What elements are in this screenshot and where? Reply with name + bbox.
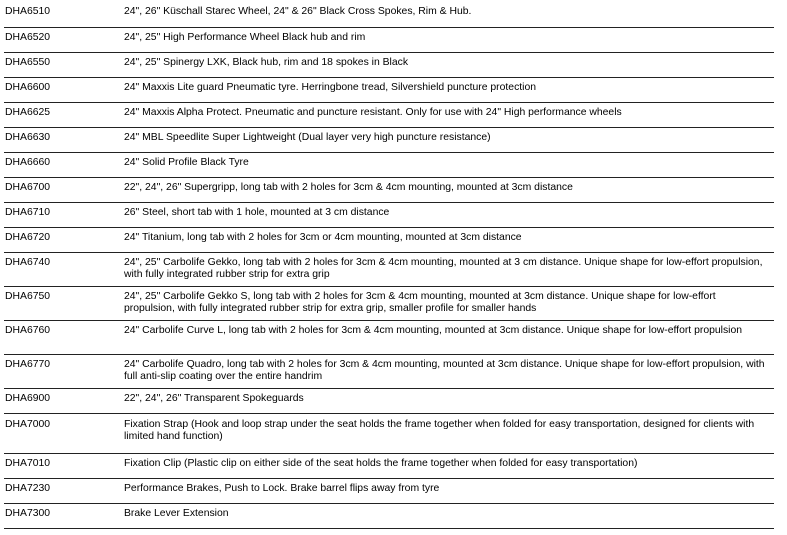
part-description: 24", 25" Carbolife Gekko S, long tab with 2 holes for 3cm & 4cm mounting, mounted at 3cm distance. Unique shape for low-effort propulsion, with fully integrated rubber strip for extra grip, smaller profile for smaller hands	[124, 286, 774, 320]
part-code: DHA6700	[4, 177, 124, 202]
part-code: DHA6710	[4, 202, 124, 227]
table-row	[4, 102, 774, 127]
part-code: DHA6760	[4, 320, 124, 354]
part-code: DHA6900	[4, 388, 124, 413]
part-code: DHA6625	[4, 102, 124, 127]
part-code: DHA6520	[4, 27, 124, 52]
table-row	[4, 77, 774, 102]
part-description: 24", 25" Spinergy LXK, Black hub, rim and 18 spokes in Black	[124, 52, 774, 77]
table-row	[4, 2, 774, 27]
table-row	[4, 177, 774, 202]
table-row	[4, 503, 774, 528]
part-description: 24" Carbolife Quadro, long tab with 2 holes for 3cm & 4cm mounting, mounted at 3cm distance. Unique shape for low-effort propulsion, with full anti-slip coating over the entire handrim	[124, 354, 774, 388]
table-row	[4, 227, 774, 252]
part-code: DHA7000	[4, 413, 124, 453]
table-row	[4, 127, 774, 152]
part-description: 24" Maxxis Lite guard Pneumatic tyre. Herringbone tread, Silvershield puncture protection	[124, 77, 774, 102]
part-description: 24", 25" Carbolife Gekko, long tab with 2 holes for 3cm & 4cm mounting, mounted at 3 cm distance. Unique shape for low-effort propulsion, with fully integrated rubber strip for extra grip	[124, 252, 774, 286]
part-code: DHA6510	[4, 2, 124, 27]
table-row	[4, 453, 774, 478]
table-row	[4, 252, 774, 286]
part-code: DHA6770	[4, 354, 124, 388]
table-row	[4, 478, 774, 503]
part-description: 24" Titanium, long tab with 2 holes for 3cm or 4cm mounting, mounted at 3cm distance	[124, 227, 774, 252]
parts-table	[4, 2, 774, 529]
part-code: DHA6600	[4, 77, 124, 102]
part-code: DHA6660	[4, 152, 124, 177]
table-row	[4, 354, 774, 388]
table-row	[4, 320, 774, 354]
part-code: DHA6750	[4, 286, 124, 320]
part-code: DHA6740	[4, 252, 124, 286]
part-description: 22", 24", 26" Transparent Spokeguards	[124, 388, 774, 413]
part-code: DHA6630	[4, 127, 124, 152]
table-row	[4, 52, 774, 77]
part-code: DHA7230	[4, 478, 124, 503]
part-description: 24", 26" Küschall Starec Wheel, 24" & 26" Black Cross Spokes, Rim & Hub.	[124, 2, 774, 27]
part-description: Brake Lever Extension	[124, 503, 774, 528]
part-description: Performance Brakes, Push to Lock. Brake barrel flips away from tyre	[124, 478, 774, 503]
part-description: 26" Steel, short tab with 1 hole, mounted at 3 cm distance	[124, 202, 774, 227]
part-code: DHA6720	[4, 227, 124, 252]
part-description: 24", 25" High Performance Wheel Black hub and rim	[124, 27, 774, 52]
part-description: Fixation Strap (Hook and loop strap under the seat holds the frame together when folded for easy transportation, designed for clients with limited hand function)	[124, 413, 774, 453]
table-row	[4, 413, 774, 453]
table-row	[4, 27, 774, 52]
part-code: DHA6550	[4, 52, 124, 77]
part-description: 24" Carbolife Curve L, long tab with 2 holes for 3cm & 4cm mounting, mounted at 3cm distance. Unique shape for low-effort propulsion	[124, 320, 774, 354]
part-code: DHA7010	[4, 453, 124, 478]
table-row	[4, 152, 774, 177]
part-description: 24" MBL Speedlite Super Lightweight (Dual layer very high puncture resistance)	[124, 127, 774, 152]
table-row	[4, 286, 774, 320]
table-row	[4, 388, 774, 413]
table-row	[4, 202, 774, 227]
part-description: 22", 24", 26" Supergripp, long tab with 2 holes for 3cm & 4cm mounting, mounted at 3cm distance	[124, 177, 774, 202]
part-description: 24" Solid Profile Black Tyre	[124, 152, 774, 177]
part-code: DHA7300	[4, 503, 124, 528]
part-description: 24" Maxxis Alpha Protect. Pneumatic and puncture resistant. Only for use with 24" High performance wheels	[124, 102, 774, 127]
part-description: Fixation Clip (Plastic clip on either side of the seat holds the frame together when folded for easy transportation)	[124, 453, 774, 478]
